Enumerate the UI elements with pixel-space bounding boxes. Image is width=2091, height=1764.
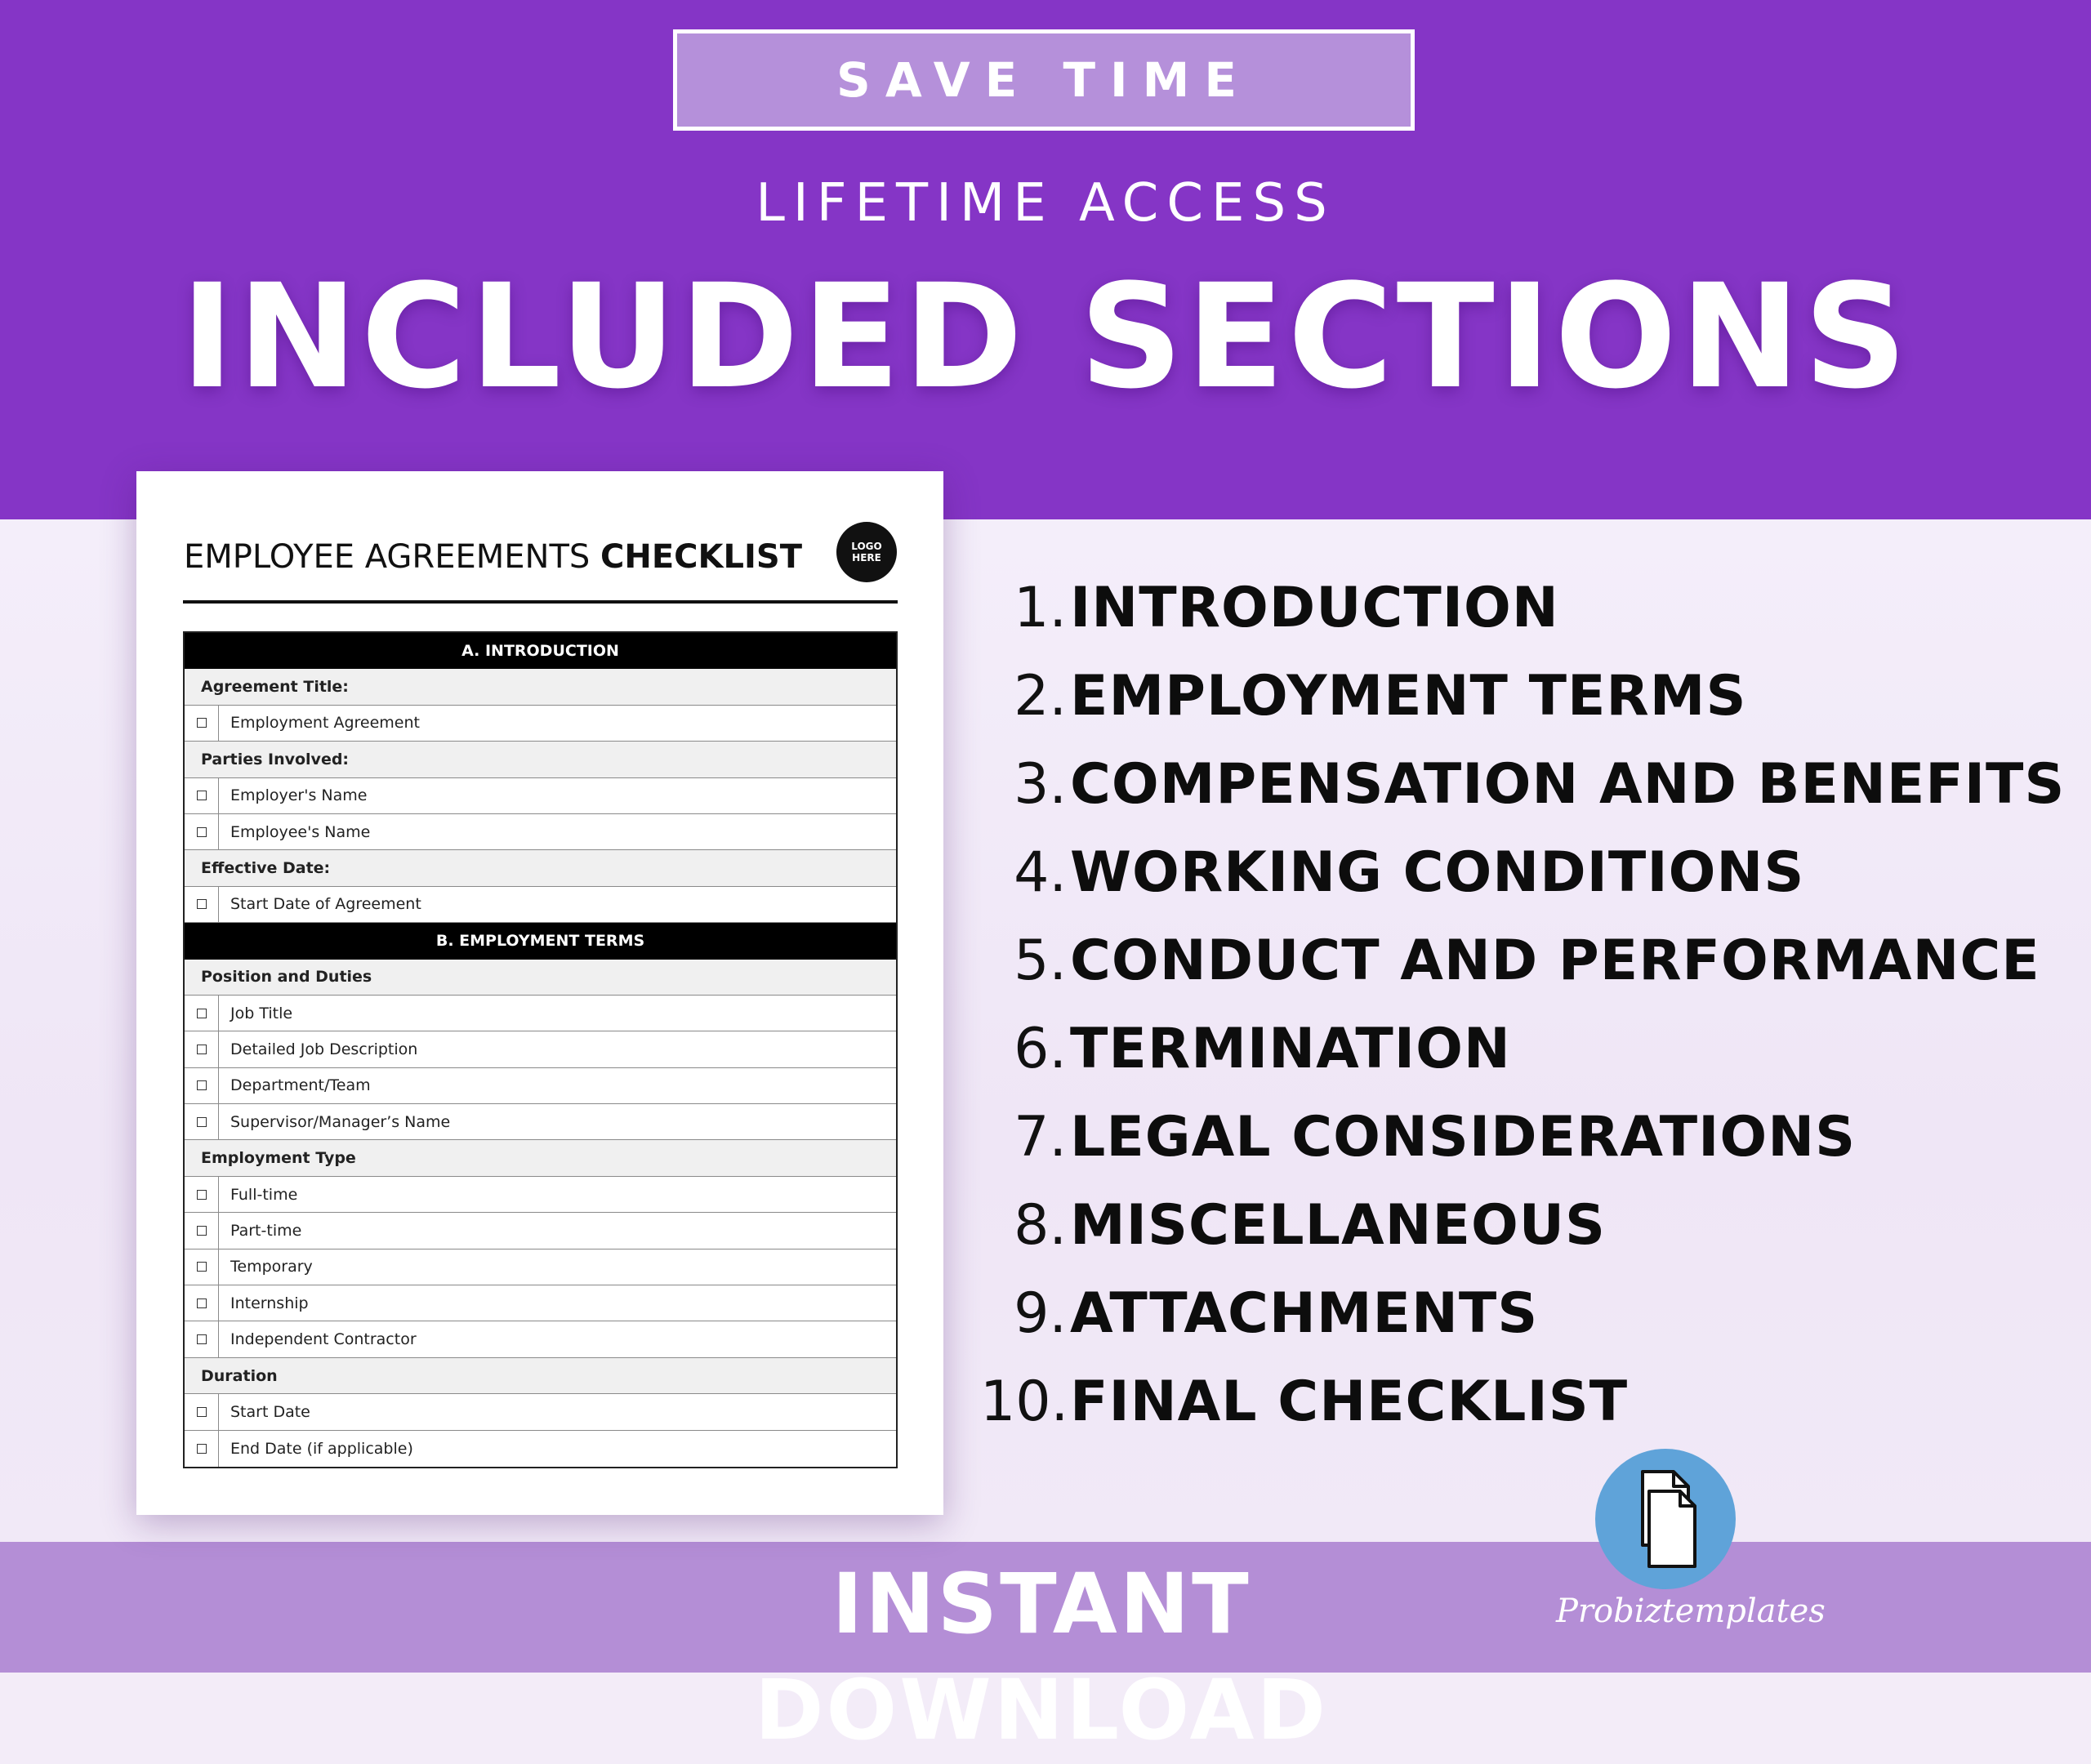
logo-placeholder xyxy=(836,522,897,582)
instant-download-text: INSTANT DOWNLOAD xyxy=(754,1556,1329,1759)
section-label: FINAL CHECKLIST xyxy=(1070,1369,1629,1434)
section-label: INTRODUCTION xyxy=(1070,575,1559,640)
section-label: COMPENSATION AND BENEFITS xyxy=(1070,751,2066,817)
section-header-text: A. INTRODUCTION xyxy=(461,642,619,661)
checklist-group-label xyxy=(185,742,896,777)
checklist-section-header xyxy=(185,923,896,959)
checklist-item xyxy=(185,1213,896,1249)
checklist-item-text: End Date (if applicable) xyxy=(230,1439,413,1458)
logo-line-1: LOGO xyxy=(851,541,882,552)
section-number: 6. xyxy=(1014,1016,1067,1081)
group-label-text: Position and Duties xyxy=(201,968,372,987)
section-label: CONDUCT AND PERFORMANCE xyxy=(1070,928,2040,993)
checklist-item xyxy=(185,706,896,742)
checklist-item-text: Temporary xyxy=(230,1258,313,1276)
checkbox[interactable] xyxy=(197,791,207,800)
checklist-item-text: Part-time xyxy=(230,1221,302,1240)
checklist-item xyxy=(185,1177,896,1213)
section-list-item xyxy=(980,1004,2075,1093)
section-number: 9. xyxy=(1014,1281,1067,1346)
checklist-item xyxy=(185,778,896,814)
checklist-group-label xyxy=(185,850,896,886)
checkbox-cell xyxy=(185,778,219,813)
checkbox[interactable] xyxy=(197,1444,207,1454)
checkbox[interactable] xyxy=(197,718,207,728)
document-title xyxy=(184,538,802,576)
section-label: ATTACHMENTS xyxy=(1070,1281,1539,1346)
section-number: 4. xyxy=(1014,840,1067,905)
checklist-item-text: Full-time xyxy=(230,1185,298,1204)
checkbox-cell xyxy=(185,814,219,849)
section-header-text: B. EMPLOYMENT TERMS xyxy=(435,932,645,951)
document-title-light: EMPLOYEE AGREEMENTS xyxy=(184,538,600,576)
documents-icon xyxy=(1595,1449,1736,1589)
checklist-group-label xyxy=(185,1140,896,1176)
checkbox[interactable] xyxy=(197,1407,207,1417)
checklist-item xyxy=(185,887,896,923)
checklist-item xyxy=(185,814,896,850)
checkbox-cell xyxy=(185,1068,219,1103)
checklist-item-text: Employer's Name xyxy=(230,786,368,805)
checklist-item-text: Independent Contractor xyxy=(230,1330,417,1349)
checkbox[interactable] xyxy=(197,1045,207,1054)
checkbox-cell xyxy=(185,887,219,922)
section-list-item xyxy=(980,652,2075,740)
section-number: 2. xyxy=(1014,663,1067,728)
checklist-item-text: Internship xyxy=(230,1294,309,1312)
section-number: 8. xyxy=(1014,1192,1067,1258)
section-list-item xyxy=(980,828,2075,916)
checklist-item-text: Start Date of Agreement xyxy=(230,895,421,914)
save-time-text: SAVE TIME xyxy=(836,52,1251,108)
checkbox[interactable] xyxy=(197,1262,207,1272)
section-list-item xyxy=(980,1357,2075,1446)
checklist-item-text: Employee's Name xyxy=(230,822,371,841)
checklist-item-text: Start Date xyxy=(230,1402,310,1421)
checklist-item xyxy=(185,1068,896,1104)
section-list-item xyxy=(980,916,2075,1004)
checklist-item-text: Department/Team xyxy=(230,1076,371,1095)
group-label-text: Effective Date: xyxy=(201,859,331,878)
checklist-group-label xyxy=(185,1358,896,1394)
lifetime-access-text: LIFETIME ACCESS xyxy=(756,173,1335,234)
group-label-text: Employment Type xyxy=(201,1149,356,1168)
checklist-item xyxy=(185,1250,896,1285)
section-number: 3. xyxy=(1014,751,1067,817)
checklist-item xyxy=(185,1431,896,1467)
checkbox[interactable] xyxy=(197,827,207,837)
checklist-item xyxy=(185,1394,896,1430)
section-number: 5. xyxy=(1014,928,1067,993)
section-number: 1. xyxy=(1014,575,1067,640)
section-list-item xyxy=(980,564,2075,652)
logo-line-2: HERE xyxy=(852,552,881,564)
group-label-text: Parties Involved: xyxy=(201,750,350,768)
checkbox-cell xyxy=(185,1213,219,1248)
section-list-item xyxy=(980,1181,2075,1269)
checkbox-cell xyxy=(185,1177,219,1212)
checklist-item xyxy=(185,1321,896,1357)
checklist-item-text: Supervisor/Manager’s Name xyxy=(230,1112,451,1131)
checkbox-cell xyxy=(185,1285,219,1321)
section-list-item xyxy=(980,740,2075,828)
checkbox[interactable] xyxy=(197,1190,207,1200)
section-label: EMPLOYMENT TERMS xyxy=(1070,663,1747,728)
checkbox-cell xyxy=(185,1250,219,1285)
checklist-item xyxy=(185,996,896,1031)
checkbox[interactable] xyxy=(197,1334,207,1344)
checkbox-cell xyxy=(185,1321,219,1356)
checklist-item xyxy=(185,1285,896,1321)
checklist-item-text: Job Title xyxy=(230,1004,293,1022)
section-number: 10. xyxy=(980,1369,1069,1434)
brand-logo xyxy=(1595,1449,1736,1589)
checkbox[interactable] xyxy=(197,899,207,909)
checklist-item-text: Employment Agreement xyxy=(230,714,420,733)
checklist-group-label xyxy=(185,960,896,996)
checkbox-cell xyxy=(185,1394,219,1429)
checkbox-cell xyxy=(185,1431,219,1467)
checkbox-cell xyxy=(185,706,219,741)
checklist-section-header xyxy=(185,633,896,669)
checkbox[interactable] xyxy=(197,1117,207,1127)
section-list-item xyxy=(980,1093,2075,1181)
document-title-bold: CHECKLIST xyxy=(600,538,802,576)
brand-name: Probiztemplates xyxy=(1556,1592,1826,1630)
checkbox-cell xyxy=(185,1031,219,1067)
document-preview xyxy=(136,471,943,1515)
checkbox-cell xyxy=(185,996,219,1031)
checklist-item xyxy=(185,1104,896,1140)
checkbox[interactable] xyxy=(197,1298,207,1308)
checkbox[interactable] xyxy=(197,1009,207,1018)
section-number: 7. xyxy=(1014,1104,1067,1169)
sections-list xyxy=(980,564,2075,1446)
checkbox-cell xyxy=(185,1104,219,1139)
checklist-table xyxy=(183,631,898,1468)
section-label: WORKING CONDITIONS xyxy=(1070,840,1805,905)
section-label: MISCELLANEOUS xyxy=(1070,1192,1606,1258)
checkbox[interactable] xyxy=(197,1080,207,1090)
checkbox[interactable] xyxy=(197,1226,207,1236)
group-label-text: Agreement Title: xyxy=(201,678,349,697)
group-label-text: Duration xyxy=(201,1366,278,1385)
checklist-group-label xyxy=(185,669,896,705)
checklist-item-text: Detailed Job Description xyxy=(230,1040,418,1058)
checklist-item xyxy=(185,1031,896,1067)
section-label: TERMINATION xyxy=(1070,1016,1511,1081)
section-label: LEGAL CONSIDERATIONS xyxy=(1070,1104,1857,1169)
section-list-item xyxy=(980,1269,2075,1357)
title-divider xyxy=(183,600,898,604)
save-time-banner xyxy=(673,29,1415,131)
page-title: INCLUDED SECTIONS xyxy=(181,253,1910,421)
